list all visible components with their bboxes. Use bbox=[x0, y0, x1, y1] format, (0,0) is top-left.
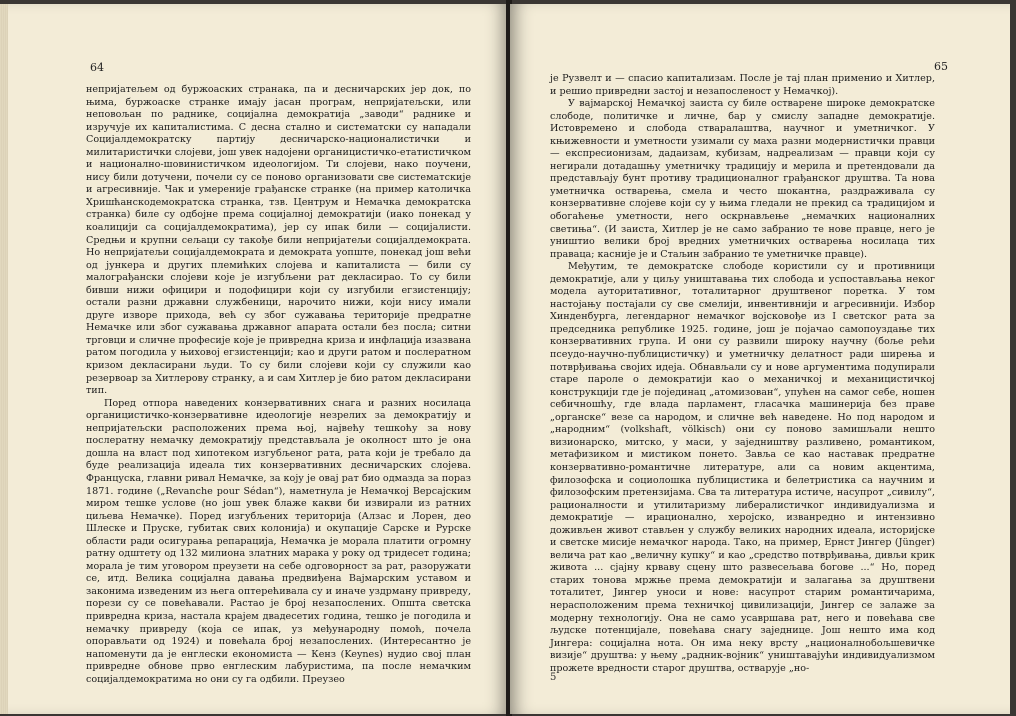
paragraph: У вајмарској Немачкој заиста су биле остварене широке демократске слободе, политичке и личне, бар у смислу западне демократије. Истовремено и слобода стваралаштва, научног и уметничког. У књижевности и уметности узимали су маха разни модернистички правци — експресионизам, дадаизам, кубизам, надреализам — правци који су негирали дотадашњу уметничку традицију и мерила и претендовали да представљају бунт противу традиционалног грађанског друштва. Та нова уметничка остварења, смела и често шокантна, раздраживала су конзервативне слојеве који су у њима гледали не прекид са традицијом и обогаћење уметности, него оскрнављење „немачких националних светиња“. (И заиста, Хитлер је не само забранио те нове правце, него је уништио велики број вредних уметничких остварења носилаца тих праваца; касније је и Стаљин забранио те уметничке правце). bbox=[550, 98, 935, 260]
paragraph: је Рузвелт и — спасио капитализам. После је тај план применио и Хитлер, и решио привредни застој и незапосленост у Немачкој). bbox=[550, 73, 935, 97]
paragraph: Међутим, те демократске слободе користили су и противници демократије, али у циљу уништавања тих слобода и успостављања неког модела ауторитативног, тоталитарног друштвеног поретка. У том настојању постајали су све смелији, инвентивнији и агресивнији. Избор Хинденбурга, легендарног немачког војсковође из I светског рата за председника републике 1925. године, још је појачао самопоуздање тих конзервативних група. И они су развили широку научну (боље рећи псеудо-научно-публицистичку) и уметничку делатност ради ширења и потврђивања својих идеја. Обнављали су и нове аргументима подупирали старе пароле о демократији као о механичкој и механицистичкој конструкцији где је појединац „атомизован“, упућен на самог себе, ношен себичношћу, где влада парламент, гласачка машинерија без праве „органске“ везе са народом, и сличне већ наведене. Но под народом и „народним“ (volkshaft, völkisch) они су поново замишљали нешто визионарско, митско, у маси, у заједништву разливено, романтиком, метафизиком и мистиком понето. Завља се као наставак предратне конзервативно-романтичне литературе, али са новим акцентима, филозофска и социолошка публицистика и белетристика са научним и филозофским претензијама. Сва та литература истиче, насупрот „сивилу“, рационалности и утилитаризму либералистичког индивидуализма и демократије — ирационално, херојско, изванредно и интензивно доживљен живот стављен у службу великих народних идеала, историјске и светске мисије немачког народа. Тако, на пример, Ернст Јингер (Jünger) велича рат као „величну купку“ и као „средство потврђивања, дивљи крик живота ... сјајну крваву сцену што развесељава богове ...“ Но, поред старих тонова мржње према демократији и залагања за друштвени тоталитет, Јингер уноси и нове: насупрот старим романтичарима, нерасположеним према техничкој цивилизацији, Јингер се залаже за модерну технологију. Она не само усавршава рат, него и повећава све људске потенцијале, повећава снагу заједнице. Још нешто има код Јингера: социјална нота. Он има неку врсту „националнобољшевичке визије“ друштва: у њему „радник-војник“ уништавајући индивидуализмом прожете вредности старог друштва, остварује „но- bbox=[550, 261, 935, 674]
page-number-right: 65 bbox=[934, 60, 948, 73]
paragraph: непријатељем од буржоаских странака, па и десничарских јер док, по њима, буржоаске странке имају јасан програм, непријатељски, или неповољан по раднике, социјална демократија „заводи“ раднике и изручује их капиталистима. С десна стално и систематски су нападали Социјалдемократску партију десничарско-националистички и милитаристички слојеви, још увек надојени органицистичко-етатистичком и национално-шовинистичком идеологијом. Ти слојеви, нако поучени, нису били дотучени, почели су се поново организовати све систематскије и агресивније. Чак и умереније грађанске странке (на пример католичка Хришћанскодемократска странка, тзв. Центрум и Немачка демократска странка) биле су одбојне према социјалној демократији (иако понекад у коалицији са социјалдемократима), јер су ипак били — социјалисти. Средњи и крупни сељаци су такође били непријатељи социјалдемократа. Но непријатељи социјалдемократа и демократа уопште, понекад још већи од јункера и других племићких слојева и капиталиста — били су малограђански слојеви које је изгубљени рат декласирао. То су били бивши нижи официри и подофицири који су изгубили егзистенцију; остали разни државни службеници, нарочито нижи, који нису имали друге изворе прихода, већ су због сужавања територије предратне Немачке или због сужавања државног апарата остали без посла; ситни трговци и сличне професије које је привредна криза и инфлација изазвана ратом погодила у њиховој егзистенцији; као и други ратом и послератном кризом декласирани људи. То су били слојеви који су служили као резервоар за Хитлерову странку, а и сам Хитлер је био ратом декласирани тип. bbox=[86, 84, 471, 397]
left-page bbox=[8, 4, 508, 714]
page-number-left: 64 bbox=[90, 61, 104, 74]
left-page-body bbox=[86, 84, 471, 686]
right-page-body bbox=[550, 73, 935, 675]
paragraph: Поред отпора наведених конзервативних снага и разних носилаца органицистичко-конзервативне идеологије незрелих за демократију и непријатељски расположених према њој, највећу тешкоћу за нову послератну немачку демократију представљала је околност што је она дошла на власт под хипотеком изгубљеног рата, рата који је требало да буде реализација идеала тих конзервативних десничарских слојева. Француска, главни ривал Немачке, за коју је овај рат био одмазда за пораз 1871. године („Revanche pour Sédan“), наметнула је Немачкој Версајским миром тешке услове (но још увек блаже какви би извирали из ратних циљева Немачке). Поред изгубљених територија (Алзас и Лорен, део Шлеске и Пруске, губитак свих колонија) и окупације Сарске и Рурске области ради осигурања репарација, Немачка је морала платити огромну ратну одштету од 132 милиона златних марака у року од тридесет година; морала је тим уговором преузети на себе одговорност за рат, разоружати се, итд. Велика социјална давања предвиђена Вајмарским уставом и законима изведеним из њега оптерећивала су и иначе уздрману привреду, порези су се повећавали. Растао је број незапослених. Општа светска привредна криза, настала крајем двадесетих година, тешко је погодила и немачку привреду (која се ипак, уз међународну помоћ, почела опорављати од 1924) и повећала број незапослених. (Интересантно је напоменути да је енглески економиста — Кенз (Keynes) нудио свој план привредне обнове прво енглеским лабуристима, па после немачким социјалдемократима но они су га одбили. Преузео bbox=[86, 397, 471, 685]
right-page bbox=[510, 4, 1010, 714]
signature-mark: 5 bbox=[550, 672, 557, 683]
